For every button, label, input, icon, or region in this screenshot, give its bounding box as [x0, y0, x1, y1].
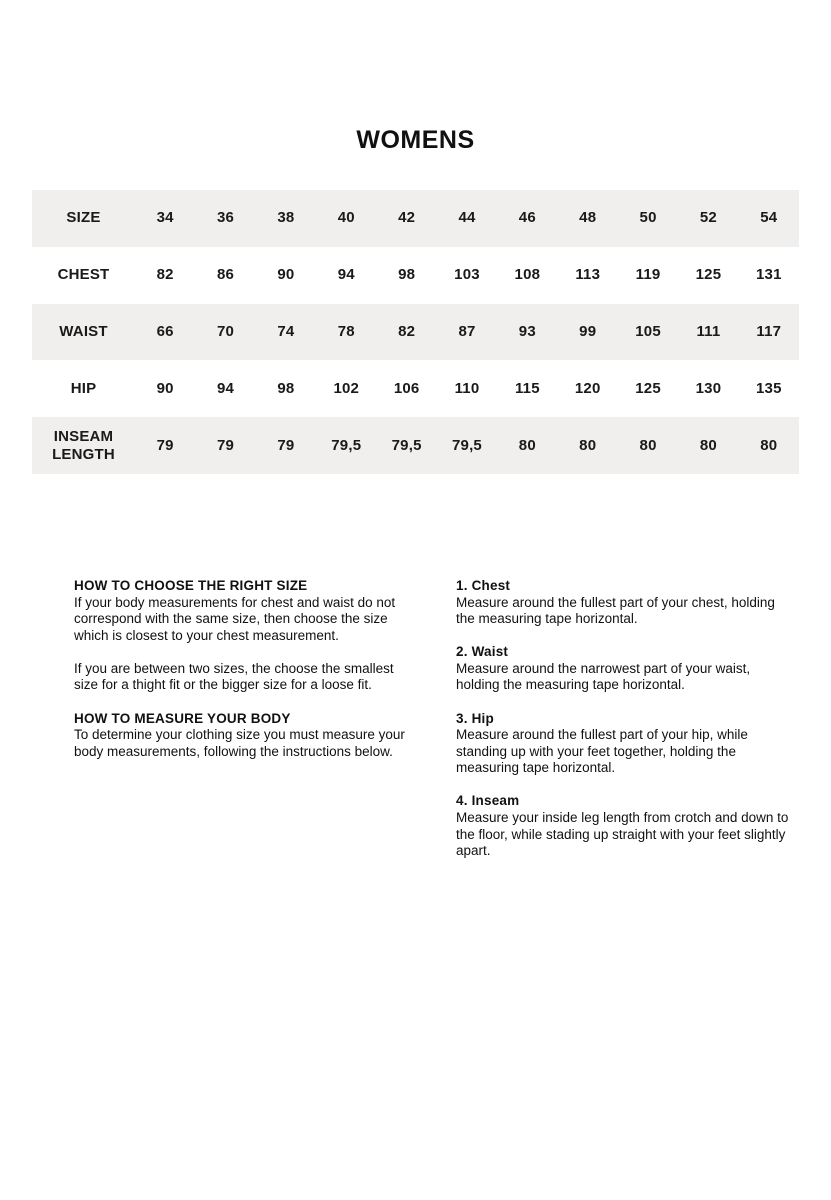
table-row-inseam-length: [32, 417, 799, 474]
table-cell: 87: [458, 322, 476, 340]
instruction-body: If you are between two sizes, the choose the smallest size for a thight fit or the bigger size for a loose fit.: [74, 660, 394, 693]
row-label: HIP: [70, 379, 97, 397]
instruction-block: [74, 711, 406, 761]
table-cell: 113: [575, 266, 601, 284]
page-title: WOMENS: [356, 126, 475, 154]
table-cell: 94: [216, 379, 235, 397]
table-cell: 79: [156, 436, 174, 454]
table-cell: 93: [518, 322, 536, 340]
table-cell: 80: [518, 436, 536, 454]
table-cell: 70: [216, 322, 235, 340]
table-cell: 79,5: [391, 436, 422, 454]
table-cell: 79,5: [331, 436, 362, 454]
table-cell: 79: [216, 436, 235, 454]
table-cell: 50: [639, 209, 657, 227]
instruction-block: [74, 661, 406, 694]
instruction-body: Measure around the narrowest part of your waist, holding the measuring tape horizontal.: [456, 660, 751, 693]
instructions-left-column: [74, 578, 406, 777]
size-table: [32, 190, 799, 474]
table-cell: 79,5: [451, 436, 482, 454]
table-cell: 80: [579, 436, 597, 454]
table-cell: 108: [514, 266, 541, 284]
table-cell: 115: [514, 379, 540, 397]
row-label: CHEST: [57, 266, 110, 284]
table-cell: 48: [579, 209, 597, 227]
table-cell: 36: [216, 209, 235, 227]
table-cell: 105: [635, 322, 661, 340]
table-cell: 117: [756, 322, 782, 340]
table-cell: 90: [277, 266, 295, 284]
instruction-block: [456, 578, 794, 628]
instruction-heading: HOW TO MEASURE YOUR BODY: [74, 710, 291, 726]
table-cell: 52: [699, 209, 717, 227]
table-cell: 106: [393, 379, 420, 397]
table-cell: 78: [337, 322, 355, 340]
table-cell: 120: [574, 379, 601, 397]
table-row-chest: [32, 247, 799, 304]
instruction-body: Measure your inside leg length from crotch and down to the floor, while stading up straight with your feet slightly apart.: [456, 810, 789, 859]
table-cell: 79: [277, 436, 295, 454]
table-cell: 125: [695, 266, 722, 284]
table-cell: 46: [518, 209, 536, 227]
table-cell: 80: [699, 436, 717, 454]
table-cell: 135: [755, 379, 782, 397]
table-cell: 110: [454, 379, 480, 397]
table-cell: 130: [695, 379, 722, 397]
table-cell: 42: [398, 209, 416, 227]
instruction-block: [456, 793, 794, 859]
table-cell: 98: [398, 266, 416, 284]
instruction-block: [456, 644, 794, 694]
table-cell: 38: [277, 209, 295, 227]
table-cell: 40: [337, 209, 355, 227]
table-cell: 80: [639, 436, 657, 454]
table-row-size: [32, 190, 799, 247]
instruction-body: Measure around the fullest part of your chest, holding the measuring tape horizontal.: [456, 594, 775, 627]
table-cell: 74: [277, 322, 295, 340]
table-cell: 102: [333, 379, 360, 397]
table-cell: 90: [156, 379, 174, 397]
instruction-heading: 4. Inseam: [456, 793, 520, 809]
table-cell: 66: [156, 322, 174, 340]
instruction-body: If your body measurements for chest and waist do not correspond with the same size, then choose the size which is closest to your chest measurement.: [74, 594, 396, 643]
instruction-block: [74, 578, 406, 644]
table-cell: 80: [760, 436, 778, 454]
instruction-body: Measure around the fullest part of your hip, while standing up with your feet together, holding the measuring tape horizontal.: [456, 727, 748, 776]
table-cell: 34: [156, 209, 174, 227]
table-cell: 82: [156, 266, 174, 284]
instruction-heading: 3. Hip: [456, 710, 494, 726]
table-cell: 125: [635, 379, 661, 397]
table-cell: 86: [216, 266, 235, 284]
table-cell: 44: [458, 209, 476, 227]
table-cell: 99: [579, 322, 597, 340]
table-cell: 119: [635, 266, 661, 284]
table-cell: 98: [277, 379, 295, 397]
instruction-heading: 1. Chest: [456, 578, 511, 593]
table-cell: 103: [454, 266, 480, 284]
table-cell: 82: [398, 322, 416, 340]
instructions-right-column: [456, 578, 794, 876]
instruction-body: To determine your clothing size you must measure your body measurements, following the instructions below.: [74, 727, 405, 759]
table-row-hip: [32, 360, 799, 417]
instruction-heading: HOW TO CHOOSE THE RIGHT SIZE: [74, 578, 308, 593]
row-label: SIZE: [66, 209, 101, 227]
row-label: WAIST: [59, 322, 108, 340]
instruction-heading: 2. Waist: [456, 644, 509, 660]
table-cell: 54: [760, 209, 778, 227]
table-row-waist: [32, 304, 799, 361]
instruction-block: [456, 711, 794, 777]
table-cell: 94: [337, 266, 355, 284]
table-cell: 111: [696, 322, 721, 340]
row-label: INSEAM LENGTH: [52, 427, 115, 463]
table-cell: 131: [755, 266, 782, 284]
